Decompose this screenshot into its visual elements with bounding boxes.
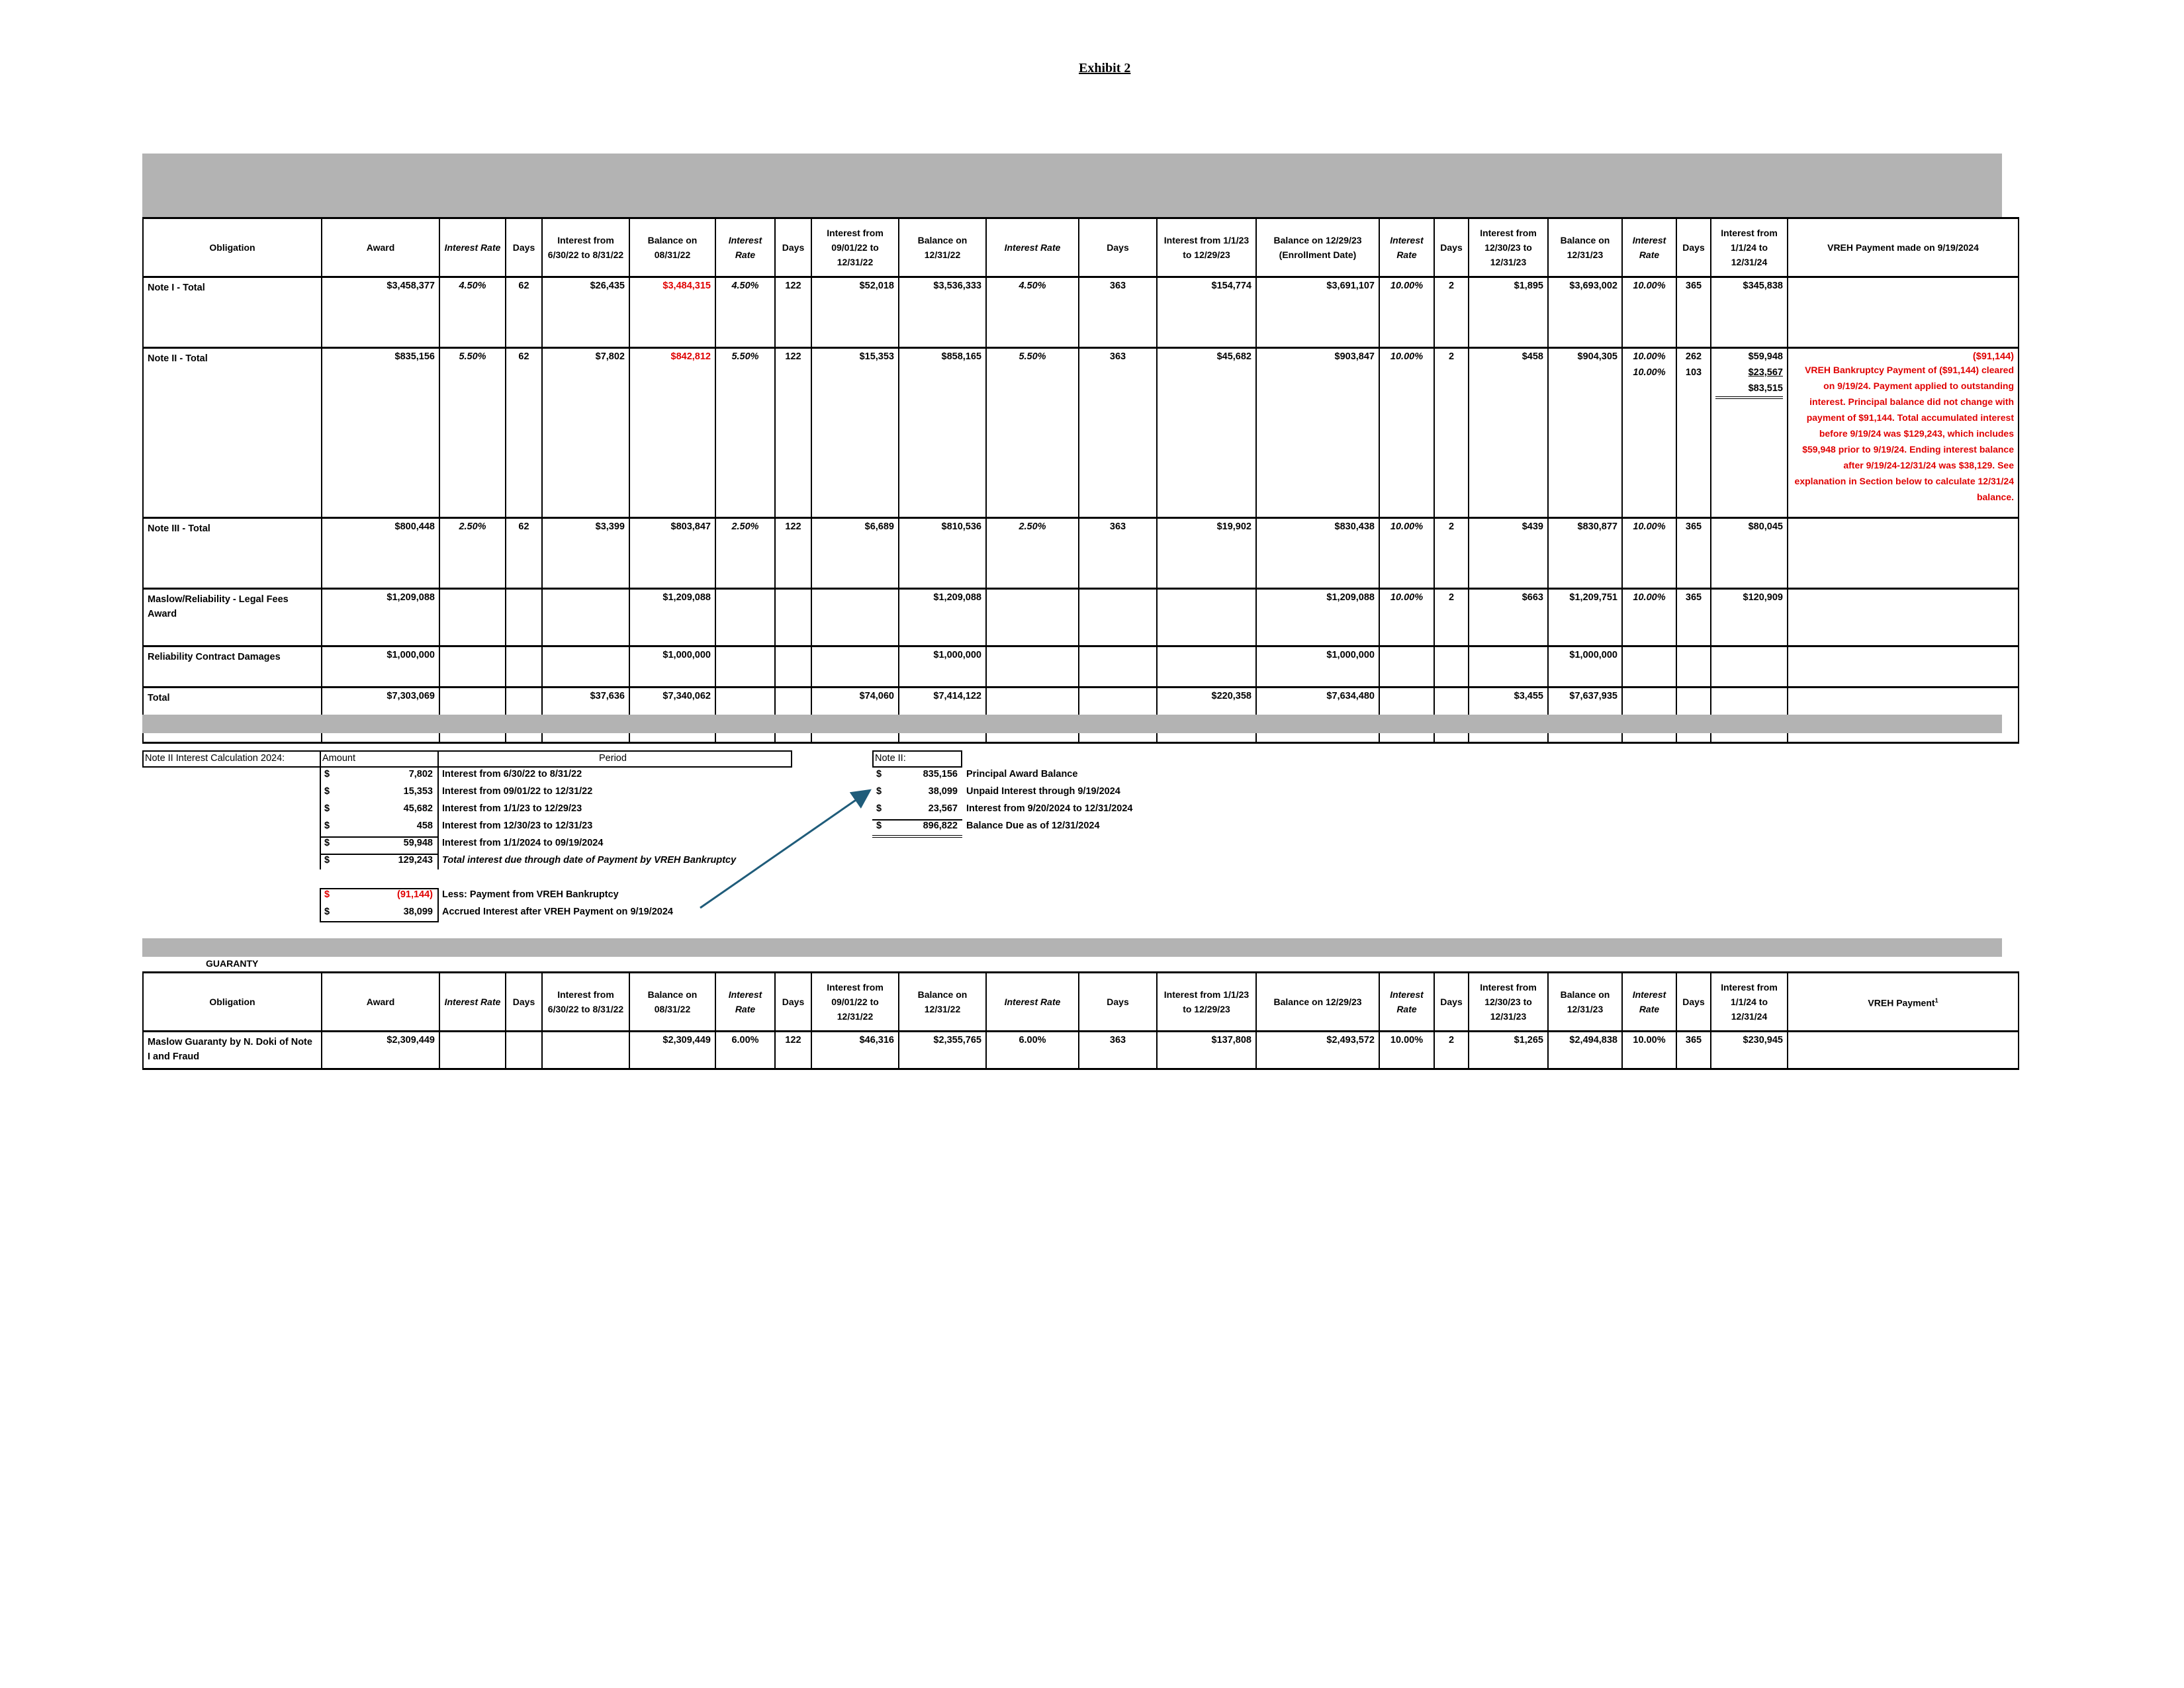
table-cell: 2.50% xyxy=(986,518,1079,589)
table-row xyxy=(143,348,2019,518)
column-header: Interest Rate xyxy=(1379,218,1434,277)
calc-amount: (91,144) xyxy=(396,889,433,900)
guaranty-header-row xyxy=(143,973,2019,1032)
table-cell: $7,634,480 xyxy=(1256,688,1379,743)
column-header: Interest Rate xyxy=(439,973,506,1032)
table-row xyxy=(143,518,2019,589)
obligation-name: Maslow Guaranty by N. Doki of Note I and Fraud xyxy=(143,1032,322,1069)
column-header: Days xyxy=(775,218,811,277)
calc-amount: 7,802 xyxy=(408,769,433,779)
calc-amount: 458 xyxy=(416,821,433,831)
table-cell xyxy=(1711,348,1788,518)
table-cell: $830,438 xyxy=(1256,518,1379,589)
table-cell: 5.50% xyxy=(715,348,775,518)
table-cell: $15,353 xyxy=(811,348,899,518)
table-cell: $1,209,088 xyxy=(1256,589,1379,646)
table-cell: $903,847 xyxy=(1256,348,1379,518)
column-header: Interest Rate xyxy=(1622,973,1676,1032)
table-cell: $220,358 xyxy=(1157,688,1256,743)
table-cell xyxy=(1711,646,1788,688)
table-cell xyxy=(1788,348,2019,518)
column-header: Days xyxy=(506,218,542,277)
table-cell: $842,812 xyxy=(629,348,715,518)
table-cell xyxy=(506,1032,542,1069)
table-cell xyxy=(1788,1032,2019,1069)
column-header: Interest from 6/30/22 to 8/31/22 xyxy=(542,973,629,1032)
calc-rule xyxy=(320,836,439,838)
note2-amount: 835,156 xyxy=(923,769,958,779)
note2-amount: 896,822 xyxy=(923,821,958,831)
table-cell: $3,536,333 xyxy=(899,277,986,348)
table-cell: $1,209,751 xyxy=(1548,589,1622,646)
table-cell: 2.50% xyxy=(439,518,506,589)
table-cell: $7,340,062 xyxy=(629,688,715,743)
table-cell: 10.00% xyxy=(1622,277,1676,348)
note2-currency: $ xyxy=(876,769,882,779)
table-cell-line: $59,948 xyxy=(1748,351,1783,362)
table-cell xyxy=(1379,646,1434,688)
table-cell: 6.00% xyxy=(986,1032,1079,1069)
column-header: Balance on 12/31/23 xyxy=(1548,973,1622,1032)
table-cell: $3,693,002 xyxy=(1548,277,1622,348)
vreh-payment-note: VREH Bankruptcy Payment of ($91,144) cleared on 9/19/24. Payment applied to outstanding interest. Principal balance did not change with payment of $91,144. Total accumulated interest before 9/19/24 was $129,243, which includes $59,948 prior to 9/19/24. Ending interest balance after 9/19/24-12/31/24 was $38,129. See explanation in Section below to calculate 12/31/24 balance. xyxy=(1794,365,2014,502)
table-cell xyxy=(1788,518,2019,589)
table-cell: $3,691,107 xyxy=(1256,277,1379,348)
table-cell: 365 xyxy=(1676,277,1711,348)
table-cell: $2,309,449 xyxy=(322,1032,439,1069)
column-header: Balance on 08/31/22 xyxy=(629,218,715,277)
table-cell xyxy=(1788,589,2019,646)
table-cell: $137,808 xyxy=(1157,1032,1256,1069)
calc-rule xyxy=(320,888,439,889)
table-cell: 2 xyxy=(1434,589,1469,646)
table-cell: $1,000,000 xyxy=(1256,646,1379,688)
table-cell: $37,636 xyxy=(542,688,629,743)
calc-description: Interest from 6/30/22 to 8/31/22 xyxy=(442,769,582,779)
table-cell xyxy=(1157,589,1256,646)
column-header: Interest Rate xyxy=(986,973,1079,1032)
column-header: Days xyxy=(1676,218,1711,277)
table-cell: 10.00% xyxy=(1379,277,1434,348)
table-cell: $52,018 xyxy=(811,277,899,348)
column-header: Interest Rate xyxy=(1379,973,1434,1032)
column-header: Interest from 1/1/24 to 12/31/24 xyxy=(1711,973,1788,1032)
header-band xyxy=(142,154,2002,217)
table-cell: $2,493,572 xyxy=(1256,1032,1379,1069)
table-cell xyxy=(1622,348,1676,518)
calc-description: Interest from 1/1/2024 to 09/19/2024 xyxy=(442,838,604,848)
calc-amount: 129,243 xyxy=(398,855,433,866)
column-header: Balance on 12/31/23 xyxy=(1548,218,1622,277)
table-row xyxy=(143,589,2019,646)
table-cell xyxy=(986,646,1079,688)
column-header: VREH Payment made on 9/19/2024 xyxy=(1788,218,2019,277)
table-cell xyxy=(542,1032,629,1069)
table-cell: 363 xyxy=(1079,348,1157,518)
table-cell: $7,802 xyxy=(542,348,629,518)
table-cell xyxy=(1079,646,1157,688)
column-header: Interest Rate xyxy=(715,218,775,277)
table-cell: 122 xyxy=(775,1032,811,1069)
table-cell xyxy=(1622,646,1676,688)
table-cell: 5.50% xyxy=(439,348,506,518)
obligations-table xyxy=(142,217,2019,744)
table-cell xyxy=(1469,646,1548,688)
table-cell: $3,458,377 xyxy=(322,277,439,348)
obligation-name: Maslow/Reliability - Legal Fees Award xyxy=(143,589,322,646)
table-cell xyxy=(542,646,629,688)
table-cell: $154,774 xyxy=(1157,277,1256,348)
table-cell: $800,448 xyxy=(322,518,439,589)
column-header: Interest from 12/30/23 to 12/31/23 xyxy=(1469,218,1548,277)
calc-currency: $ xyxy=(324,855,330,866)
table-cell: $1,000,000 xyxy=(899,646,986,688)
table-cell: $1,000,000 xyxy=(1548,646,1622,688)
table-cell: $1,209,088 xyxy=(322,589,439,646)
table-cell: 62 xyxy=(506,348,542,518)
calc-description: Less: Payment from VREH Bankruptcy xyxy=(442,889,619,900)
note2-description: Principal Award Balance xyxy=(966,769,1078,779)
table-cell: $26,435 xyxy=(542,277,629,348)
column-header: Interest from 09/01/22 to 12/31/22 xyxy=(811,973,899,1032)
table-cell: $1,000,000 xyxy=(322,646,439,688)
table-cell xyxy=(439,589,506,646)
obligation-name: Note II - Total xyxy=(143,348,322,518)
column-header: Interest from 1/1/23 to 12/29/23 xyxy=(1157,218,1256,277)
table-cell: $663 xyxy=(1469,589,1548,646)
calc-vertical-rule xyxy=(437,888,439,922)
table-cell: $858,165 xyxy=(899,348,986,518)
calc-currency: $ xyxy=(324,769,330,779)
table-cell xyxy=(1434,646,1469,688)
column-header: Balance on 12/29/23 xyxy=(1256,973,1379,1032)
table-cell: 363 xyxy=(1079,277,1157,348)
table-cell xyxy=(986,589,1079,646)
table-cell: $120,909 xyxy=(1711,589,1788,646)
table-cell xyxy=(542,589,629,646)
table-cell: $7,414,122 xyxy=(899,688,986,743)
table-cell: $2,494,838 xyxy=(1548,1032,1622,1069)
table-cell xyxy=(775,589,811,646)
table-cell: $7,637,935 xyxy=(1548,688,1622,743)
table-cell-line: $23,567 xyxy=(1748,367,1783,378)
table-cell: 4.50% xyxy=(986,277,1079,348)
calc-description: Interest from 09/01/22 to 12/31/22 xyxy=(442,786,593,797)
table-cell-line: 262 xyxy=(1685,351,1702,362)
calc-currency: $ xyxy=(324,838,330,848)
table-cell xyxy=(1676,646,1711,688)
table-cell xyxy=(1788,277,2019,348)
column-header: Days xyxy=(1434,973,1469,1032)
table-header-row xyxy=(143,218,2019,277)
note2-rule xyxy=(872,819,962,821)
column-header: Days xyxy=(1079,218,1157,277)
table-cell: $46,316 xyxy=(811,1032,899,1069)
table-cell xyxy=(1157,646,1256,688)
calc-rule xyxy=(320,854,439,855)
table-cell xyxy=(811,646,899,688)
calc-description: Total interest due through date of Payment by VREH Bankruptcy xyxy=(442,855,737,866)
note2-amount: 38,099 xyxy=(928,786,958,797)
calc-amount: 59,948 xyxy=(403,838,433,848)
table-cell-line: $83,515 xyxy=(1715,383,1783,399)
vreh-payment-amount: ($91,144) xyxy=(1972,351,2014,362)
table-cell: 365 xyxy=(1676,518,1711,589)
table-cell xyxy=(775,646,811,688)
calc-heading: Note II Interest Calculation 2024: xyxy=(145,753,285,764)
note2-amount: 23,567 xyxy=(928,803,958,814)
obligation-name: Note I - Total xyxy=(143,277,322,348)
table-cell: 6.00% xyxy=(715,1032,775,1069)
note2-currency: $ xyxy=(876,803,882,814)
table-cell: $3,484,315 xyxy=(629,277,715,348)
column-header: Balance on 12/31/22 xyxy=(899,973,986,1032)
table-cell: 363 xyxy=(1079,1032,1157,1069)
table-cell: 122 xyxy=(775,277,811,348)
table-cell: 10.00% xyxy=(1622,518,1676,589)
column-header: Interest from 6/30/22 to 8/31/22 xyxy=(542,218,629,277)
table-row xyxy=(143,646,2019,688)
table-cell: $458 xyxy=(1469,348,1548,518)
table-cell: 2 xyxy=(1434,348,1469,518)
column-header: Days xyxy=(506,973,542,1032)
table-cell: $230,945 xyxy=(1711,1032,1788,1069)
column-header: Interest Rate xyxy=(1622,218,1676,277)
calc-vertical-rule xyxy=(320,768,321,869)
column-header: Days xyxy=(1434,218,1469,277)
calc-currency: $ xyxy=(324,803,330,814)
table-cell: $80,045 xyxy=(1711,518,1788,589)
column-header: Balance on 08/31/22 xyxy=(629,973,715,1032)
table-cell: $1,000,000 xyxy=(629,646,715,688)
calc-currency: $ xyxy=(324,786,330,797)
column-header: Balance on 12/29/23 (Enrollment Date) xyxy=(1256,218,1379,277)
table-cell xyxy=(811,589,899,646)
column-header: Days xyxy=(775,973,811,1032)
table-cell: 365 xyxy=(1676,1032,1711,1069)
table-cell xyxy=(506,589,542,646)
table-cell: 10.00% xyxy=(1379,589,1434,646)
obligation-name: Total xyxy=(143,688,322,743)
table-cell: $2,309,449 xyxy=(629,1032,715,1069)
calc-amount-header: Amount xyxy=(322,753,355,764)
table-cell: 62 xyxy=(506,518,542,589)
table-cell: 365 xyxy=(1676,589,1711,646)
table-cell xyxy=(506,646,542,688)
calc-period-header: Period xyxy=(599,753,627,764)
table-cell: $439 xyxy=(1469,518,1548,589)
table-cell xyxy=(1676,348,1711,518)
table-cell: 10.00% xyxy=(1379,1032,1434,1069)
calc-currency: $ xyxy=(324,821,330,831)
table-cell: 4.50% xyxy=(439,277,506,348)
table-cell: 10.00% xyxy=(1379,518,1434,589)
column-header: Interest from 09/01/22 to 12/31/22 xyxy=(811,218,899,277)
table-cell xyxy=(439,646,506,688)
table-cell: $1,209,088 xyxy=(899,589,986,646)
footnote-mark: 1 xyxy=(1934,997,1938,1004)
calc-description: Accrued Interest after VREH Payment on 9/19/2024 xyxy=(442,907,673,917)
table-cell: $1,209,088 xyxy=(629,589,715,646)
table-cell: $803,847 xyxy=(629,518,715,589)
table-cell: $904,305 xyxy=(1548,348,1622,518)
note2-description: Balance Due as of 12/31/2024 xyxy=(966,821,1100,831)
guaranty-table xyxy=(142,971,2019,1070)
note2-description: Unpaid Interest through 9/19/2024 xyxy=(966,786,1120,797)
column-header: Award xyxy=(322,973,439,1032)
table-cell-line: 103 xyxy=(1685,367,1702,378)
column-header: Interest Rate xyxy=(715,973,775,1032)
column-header: Interest Rate xyxy=(986,218,1079,277)
column-header: Days xyxy=(1676,973,1711,1032)
table-row xyxy=(143,1032,2019,1069)
calc-currency: $ xyxy=(324,907,330,917)
obligation-name: Reliability Contract Damages xyxy=(143,646,322,688)
column-header: Interest from 1/1/24 to 12/31/24 xyxy=(1711,218,1788,277)
table-cell: $1,265 xyxy=(1469,1032,1548,1069)
table-row xyxy=(143,277,2019,348)
table-cell: $830,877 xyxy=(1548,518,1622,589)
table-cell: $345,838 xyxy=(1711,277,1788,348)
table-cell: 62 xyxy=(506,277,542,348)
column-header: Days xyxy=(1079,973,1157,1032)
note2-double-rule xyxy=(872,835,962,838)
note2-description: Interest from 9/20/2024 to 12/31/2024 xyxy=(966,803,1133,814)
column-header: Balance on 12/31/22 xyxy=(899,218,986,277)
calc-amount: 15,353 xyxy=(403,786,433,797)
calc-vertical-rule xyxy=(320,888,321,922)
guaranty-label: GUARANTY xyxy=(206,958,259,969)
calc-description: Interest from 12/30/23 to 12/31/23 xyxy=(442,821,593,831)
obligation-name: Note III - Total xyxy=(143,518,322,589)
column-header: Obligation xyxy=(143,973,322,1032)
table-cell: $7,303,069 xyxy=(322,688,439,743)
column-header: VREH Payment$^1$ xyxy=(1788,973,2019,1032)
table-cell: $810,536 xyxy=(899,518,986,589)
calc-amount: 45,682 xyxy=(403,803,433,814)
table-cell: $835,156 xyxy=(322,348,439,518)
note2-currency: $ xyxy=(876,821,882,831)
column-header: Interest from 1/1/23 to 12/29/23 xyxy=(1157,973,1256,1032)
calc-amount: 38,099 xyxy=(403,907,433,917)
table-cell: 2 xyxy=(1434,277,1469,348)
table-cell: 5.50% xyxy=(986,348,1079,518)
table-cell xyxy=(1788,646,2019,688)
table-cell: $19,902 xyxy=(1157,518,1256,589)
guaranty-band xyxy=(142,938,2002,957)
table-cell: $74,060 xyxy=(811,688,899,743)
table-cell: 4.50% xyxy=(715,277,775,348)
table-cell: 122 xyxy=(775,518,811,589)
column-header: Obligation xyxy=(143,218,322,277)
calc-description: Interest from 1/1/23 to 12/29/23 xyxy=(442,803,582,814)
table-cell: $2,355,765 xyxy=(899,1032,986,1069)
table-cell: 2 xyxy=(1434,1032,1469,1069)
note2-currency: $ xyxy=(876,786,882,797)
table-cell xyxy=(439,1032,506,1069)
arrow-icon xyxy=(695,781,880,913)
table-cell: $3,455 xyxy=(1469,688,1548,743)
table-cell: 10.00% xyxy=(1622,1032,1676,1069)
table-cell: $6,689 xyxy=(811,518,899,589)
column-header: Award xyxy=(322,218,439,277)
calc-currency: $ xyxy=(324,889,330,900)
calc-rule xyxy=(320,921,439,922)
table-cell xyxy=(715,589,775,646)
table-cell: 122 xyxy=(775,348,811,518)
note2-heading: Note II: xyxy=(875,753,906,764)
table-cell: 10.00% xyxy=(1622,589,1676,646)
table-cell: 10.00% xyxy=(1379,348,1434,518)
table-cell: 2.50% xyxy=(715,518,775,589)
table-cell: 363 xyxy=(1079,518,1157,589)
calc-vertical-rule xyxy=(437,768,439,869)
table-cell xyxy=(715,646,775,688)
table-cell: $45,682 xyxy=(1157,348,1256,518)
table-cell xyxy=(1079,589,1157,646)
table-cell: $1,895 xyxy=(1469,277,1548,348)
table-cell: $3,399 xyxy=(542,518,629,589)
table-footer-band xyxy=(142,715,2002,733)
column-header: Interest from 12/30/23 to 12/31/23 xyxy=(1469,973,1548,1032)
table-cell-line: 10.00% xyxy=(1633,367,1666,378)
page-title: Exhibit 2 xyxy=(1079,61,1131,75)
column-header: Interest Rate xyxy=(439,218,506,277)
table-cell-line: 10.00% xyxy=(1633,351,1666,362)
table-cell: 2 xyxy=(1434,518,1469,589)
